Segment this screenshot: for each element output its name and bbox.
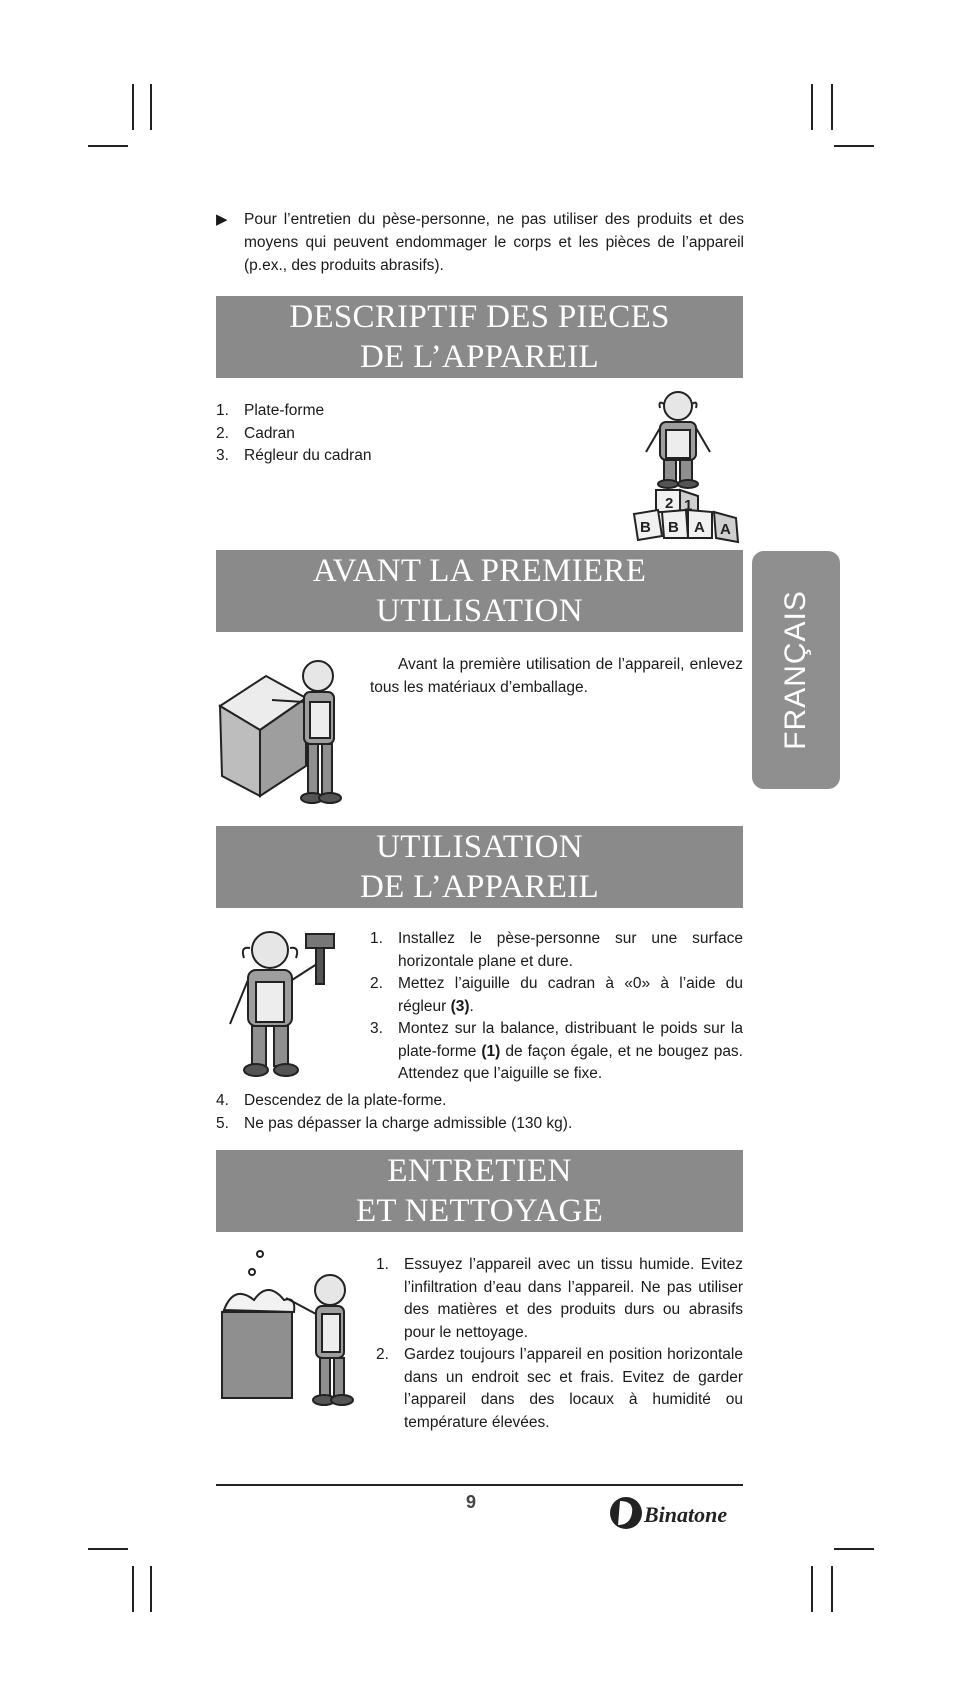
language-tab: [752, 551, 840, 789]
intro-text: Pour l’entretien du pèse-personne, ne pas utiliser des produits et des moyens qui peuvent endommager le corps et les pièces de l’appareil (p.ex., des produits abrasifs).: [244, 211, 744, 274]
intro-note: [216, 208, 744, 277]
list-item: 3. Montez sur la balance, distribuant le poids sur la plate-forme (1) de façon égale, et ne bougez pas. Attendez que l’aiguille se fixe.: [370, 1020, 743, 1082]
crop-mark: [831, 84, 833, 130]
bullet-arrow-icon: ▶: [216, 211, 228, 228]
list-item: 2. Mettez l’aiguille du cadran à «0» à l’aide du régleur (3).: [370, 975, 743, 1015]
crop-mark: [150, 1566, 152, 1612]
footer-rule: [216, 1484, 743, 1486]
man-cleaning-illustration: [216, 1248, 362, 1412]
usage-steps-list-a: [370, 928, 743, 1086]
svg-text:1: 1: [684, 497, 693, 514]
section-title-avant: AVANT LA PREMIERE UTILISATION: [216, 550, 743, 632]
section-title-entretien: ENTRETIEN ET NETTOYAGE: [216, 1150, 743, 1232]
crop-mark: [150, 84, 152, 130]
crop-mark: [831, 1566, 833, 1612]
list-item: 3. Régleur du cadran: [216, 447, 372, 464]
crop-mark: [834, 145, 874, 147]
svg-text:B: B: [640, 519, 651, 536]
man-unpacking-box-illustration: [216, 650, 362, 810]
man-on-blocks-illustration: [628, 386, 746, 546]
crop-mark: [88, 145, 128, 147]
section-title-descriptif: DESCRIPTIF DES PIECES DE L’APPAREIL: [216, 296, 743, 378]
maintenance-list: [376, 1254, 743, 1434]
list-item: 1. Installez le pèse-personne sur une surface horizontale plane et dure.: [370, 930, 743, 970]
list-item: 2. Gardez toujours l’appareil en position horizontale dans un endroit sec et frais. Evitez de garder l’appareil dans des locaux à humidité ou température élevées.: [376, 1346, 743, 1431]
usage-steps-list-b: [216, 1090, 743, 1135]
svg-text:A: A: [694, 519, 705, 536]
svg-text:A: A: [720, 521, 731, 538]
crop-mark: [811, 84, 813, 130]
svg-text:B: B: [668, 519, 679, 536]
crop-mark: [811, 1566, 813, 1612]
list-item: 4. Descendez de la plate-forme.: [216, 1092, 447, 1109]
man-with-hammer-illustration: [216, 924, 362, 1084]
list-item: 2. Cadran: [216, 424, 295, 442]
section-title-utilisation: UTILISATION DE L’APPAREIL: [216, 826, 743, 908]
list-item: 1. Essuyez l’appareil avec un tissu humide. Evitez l’infiltration d’eau dans l’appareil. Ne pas utiliser des matières et des produits durs ou abrasifs pour le nettoyage.: [376, 1256, 743, 1341]
language-tab-label: FRANÇAIS: [779, 590, 812, 750]
list-item: 1. Plate-forme: [216, 402, 325, 419]
avant-text: Avant la première utilisation de l’appareil, enlevez tous les matériaux d’emballage.: [370, 656, 743, 696]
crop-mark: [132, 84, 134, 130]
list-item: 5. Ne pas dépasser la charge admissible (130 kg).: [216, 1114, 573, 1132]
svg-text:Binatone: Binatone: [644, 1502, 728, 1527]
crop-mark: [132, 1566, 134, 1612]
binatone-logo: [606, 1493, 742, 1533]
svg-text:2: 2: [665, 495, 674, 512]
parts-list: [216, 400, 516, 468]
crop-mark: [88, 1548, 128, 1550]
page-number: 9: [466, 1492, 477, 1512]
crop-mark: [834, 1548, 874, 1550]
